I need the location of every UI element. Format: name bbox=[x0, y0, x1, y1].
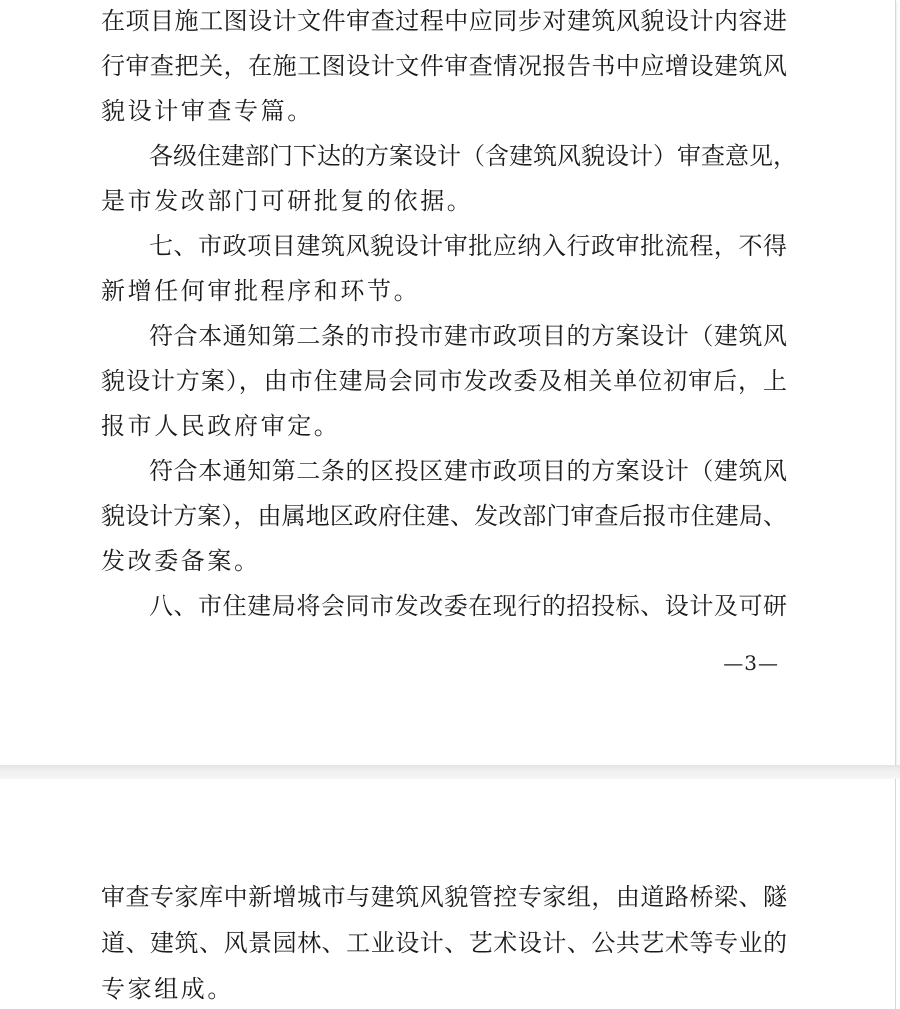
body-line: 各级住建部门下达的方案设计（含建筑风貌设计）审查意见， bbox=[149, 142, 797, 170]
body-line: 七、市政项目建筑风貌设计审批应纳入行政审批流程，不得 bbox=[149, 232, 787, 260]
body-line: 行审查把关，在施工图设计文件审查情况报告书中应增设建筑风 bbox=[101, 52, 787, 80]
body-line: 符合本通知第二条的区投区建市政项目的方案设计（建筑风 bbox=[149, 457, 787, 485]
page-separator bbox=[0, 765, 900, 779]
body-line: 发改委备案。 bbox=[101, 547, 261, 575]
body-line: 貌设计方案），由属地区政府住建、发改部门审查后报市住建局、 bbox=[101, 502, 787, 530]
document-page-4 bbox=[0, 779, 896, 1009]
body-line: 专家组成。 bbox=[101, 975, 234, 1003]
page-number: —3— bbox=[723, 651, 779, 675]
body-line: 审查专家库中新增城市与建筑风貌管控专家组，由道路桥梁、隧 bbox=[101, 883, 787, 911]
body-line: 报市人民政府审定。 bbox=[101, 412, 341, 440]
body-line: 是市发改部门可研批复的依据。 bbox=[101, 187, 474, 215]
body-line: 新增任何审批程序和环节。 bbox=[101, 277, 421, 305]
body-line: 符合本通知第二条的市投市建市政项目的方案设计（建筑风 bbox=[149, 322, 787, 350]
body-line: 貌设计审查专篇。 bbox=[101, 97, 314, 125]
body-line: 貌设计方案），由市住建局会同市发改委及相关单位初审后，上 bbox=[101, 367, 787, 395]
body-line: 道、建筑、风景园林、工业设计、艺术设计、公共艺术等专业的 bbox=[101, 929, 787, 957]
body-line: 八、市住建局将会同市发改委在现行的招投标、设计及可研 bbox=[149, 592, 787, 620]
body-line: 在项目施工图设计文件审查过程中应同步对建筑风貌设计内容进 bbox=[101, 7, 787, 35]
